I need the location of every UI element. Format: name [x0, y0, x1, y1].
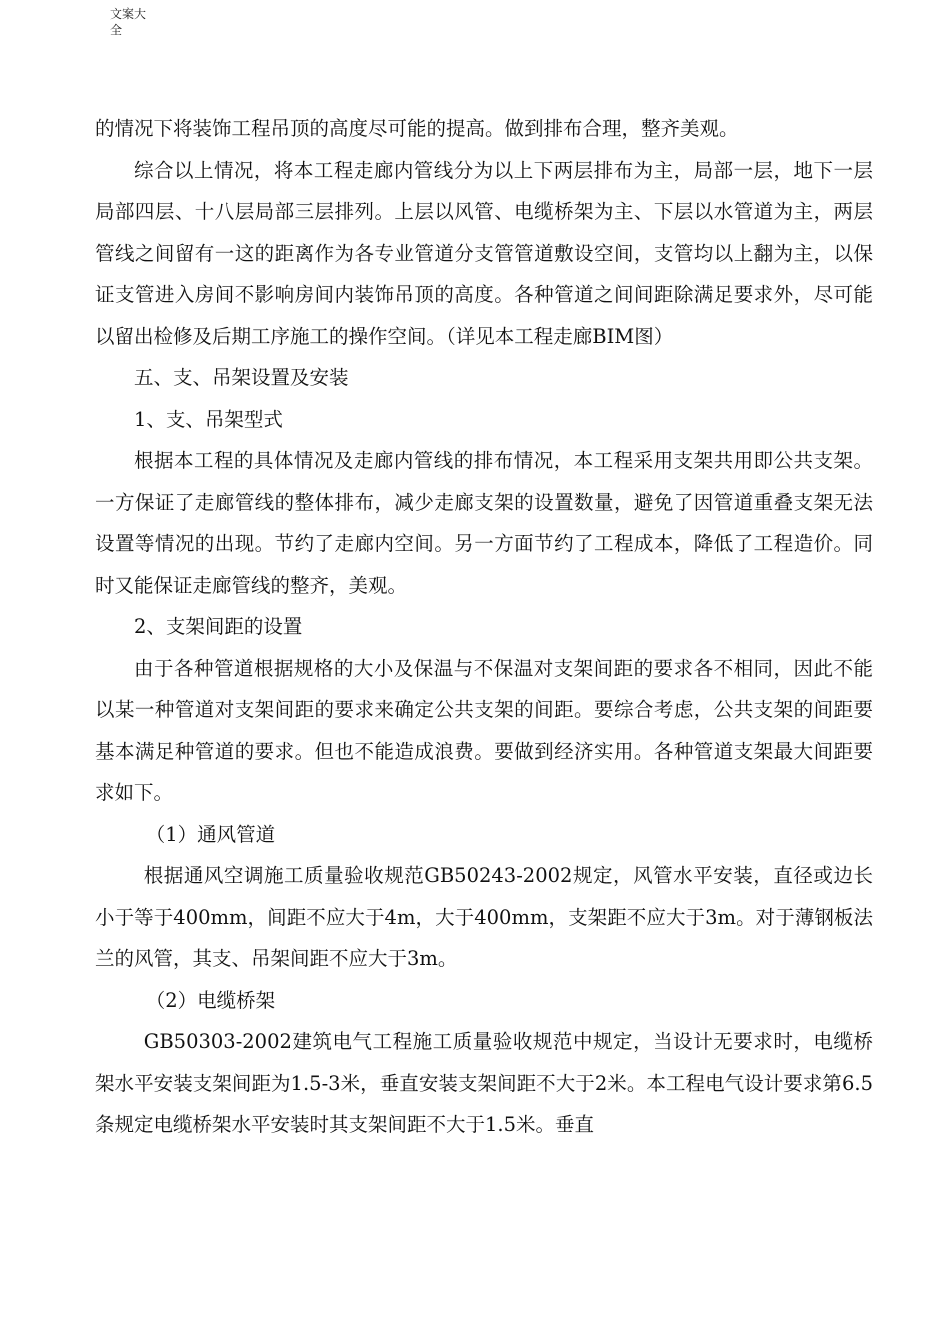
paragraph-support-type: 根据本工程的具体情况及走廊内管线的排布情况，本工程采用支架共用即公共支架。一方保证了走廊管线的整体排布，减少走廊支架的设置数量，避免了因管道重叠支架无法设置等情况的出现。节约了走廊内空间。另一方面节约了工程成本，降低了工程造价。同时又能保证走廊管线的整齐，美观。: [95, 449, 873, 597]
subheading-support-spacing: 2、支架间距的设置: [134, 615, 303, 638]
subheading-support-type: 1、支、吊架型式: [134, 407, 283, 431]
header-watermark: [110, 6, 150, 38]
header-watermark-line1: 文案大: [110, 7, 147, 21]
section-heading-supports: 五、支、吊架设置及安装: [134, 366, 349, 389]
paragraph-support-spacing: 由于各种管道根据规格的大小及保温与不保温对支架间距的要求各不相同，因此不能以某一种管道对支架间距的要求来确定公共支架的间距。要综合考虑，公共支架的间距要基本满足种管道的要求。但也不能造成浪费。要做到经济实用。各种管道支架最大间距要求如下。: [95, 656, 873, 804]
header-watermark-line2: 全: [110, 23, 123, 37]
paragraph-summary: 综合以上情况，将本工程走廊内管线分为以上下两层排布为主，局部一层，地下一层局部四层、十八层局部三层排列。上层以风管、电缆桥架为主、下层以水管道为主，两层管线之间留有一这的距离作为各专业管道分支管管道敷设空间，支管均以上翻为主，以保证支管进入房间不影响房间内装饰吊顶的高度。各种管道之间间距除满足要求外，尽可能以留出检修及后期工序施工的操作空间。（详见本工程走廊BIM图）: [95, 158, 873, 348]
paragraph-cable-tray: GB50303-2002建筑电气工程施工质量验收规范中规定，当设计无要求时，电缆桥架水平安装支架间距为1.5-3米，垂直安装支架间距不大于2米。本工程电气设计要求第6.5条规定电缆桥架水平安装时其支架间距不大于1.5米。垂直: [95, 1030, 873, 1136]
document-body: [95, 108, 873, 1146]
subheading-cable-tray: （2）电缆桥架: [145, 988, 276, 1012]
subheading-ventilation-duct: （1）通风管道: [145, 822, 276, 846]
paragraph-continuation: 的情况下将装饰工程吊顶的高度尽可能的提高。做到排布合理，整齐美观。: [95, 117, 739, 140]
paragraph-ventilation-duct: 根据通风空调施工质量验收规范GB50243-2002规定，风管水平安装，直径或边长小于等于400mm，间距不应大于4m，大于400mm，支架距不应大于3m。对于薄钢板法兰的风管，其支、吊架间距不应大于3m。: [95, 864, 873, 970]
